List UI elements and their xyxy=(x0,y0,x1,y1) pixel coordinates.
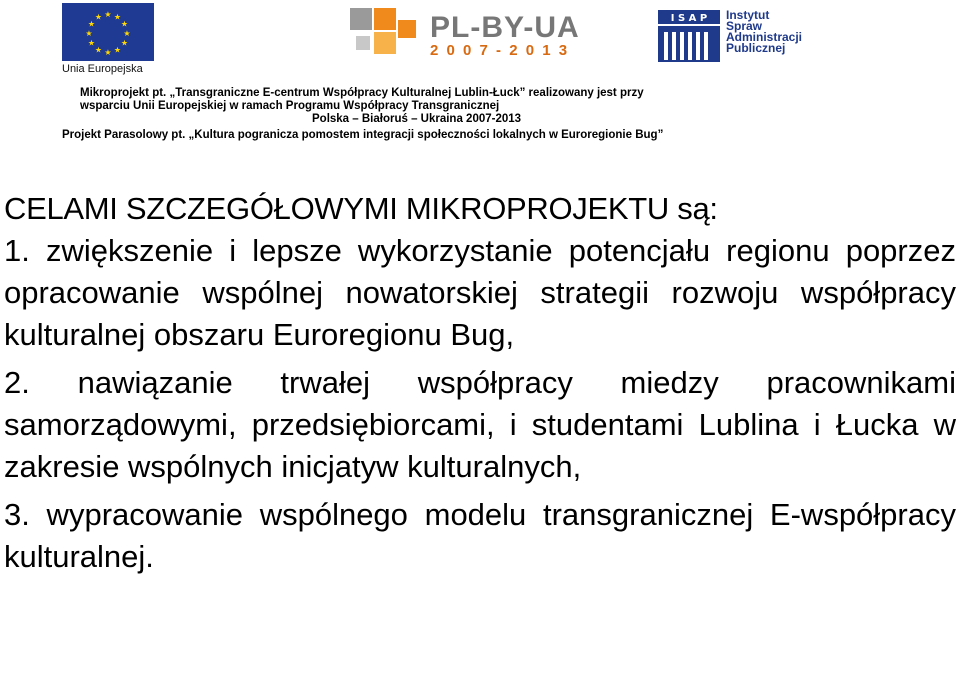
goal-item-2: 2. nawiązanie trwałej współpracy miedzy pracownikami samorządowymi, przedsiębiorcami, i studentami Lublina i Łucka w zakresie wspólnych inicjatyw kulturalnych, xyxy=(4,365,956,484)
main-content xyxy=(4,188,956,578)
svg-text:★: ★ xyxy=(85,29,93,38)
pl-by-ua-logo-icon xyxy=(350,8,420,60)
svg-text:★: ★ xyxy=(94,12,103,22)
isap-logo xyxy=(658,10,848,62)
project-info-line-3: Polska – Białoruś – Ukraina 2007-2013 xyxy=(312,113,522,125)
isap-logo-icon xyxy=(658,10,720,62)
isap-line-4: Publicznej xyxy=(726,41,786,55)
svg-text:★: ★ xyxy=(113,12,122,22)
isap-line-2: Spraw xyxy=(726,19,763,33)
isap-name xyxy=(726,10,802,54)
goal-item-3: 3. wypracowanie wspólnego modelu transgranicznej E-współpracy kulturalnej. xyxy=(4,497,956,574)
svg-text:★: ★ xyxy=(104,48,112,57)
goal-item-1: 1. zwiększenie i lepsze wykorzystanie potencjału regionu poprzez opracowanie wspólnej nowatorskiej strategii rozwoju współpracy kulturalnej obszaru Euroregionu Bug, xyxy=(4,233,956,352)
project-info-line-2: wsparciu Unii Europejskiej w ramach Programu Współpracy Transgranicznej xyxy=(80,100,500,112)
svg-text:★: ★ xyxy=(120,19,129,29)
page-heading: CELAMI SZCZEGÓŁOWYMI MIKROPROJEKTU są: xyxy=(4,191,718,226)
svg-text:★: ★ xyxy=(104,10,112,19)
isap-abbr: I S A P xyxy=(670,13,708,24)
svg-text:★: ★ xyxy=(94,45,103,55)
svg-text:★: ★ xyxy=(120,38,129,48)
project-info xyxy=(0,87,960,142)
svg-text:★: ★ xyxy=(87,38,96,48)
eu-logo xyxy=(62,3,154,75)
isap-line-3: Administracji xyxy=(726,30,803,44)
isap-line-1: Instytut xyxy=(726,8,770,22)
program-name: PL-BY-UA xyxy=(430,11,580,44)
eu-flag-icon xyxy=(62,3,154,61)
svg-text:★: ★ xyxy=(113,45,122,55)
project-info-line-1: Mikroprojekt pt. „Transgraniczne E-centrum Współpracy Kulturalnej Lublin-Łuck” realizowany jest przy xyxy=(80,87,644,99)
project-info-line-4: Projekt Parasolowy pt. „Kultura pogranicza pomostem integracji społeczności lokalnych w Euroregionie Bug” xyxy=(62,129,664,141)
svg-text:★: ★ xyxy=(123,29,131,38)
eu-caption: Unia Europejska xyxy=(62,63,143,75)
program-years: 2 0 0 7 - 2 0 1 3 xyxy=(430,42,570,59)
svg-text:★: ★ xyxy=(87,19,96,29)
pl-by-ua-logo xyxy=(350,8,580,60)
